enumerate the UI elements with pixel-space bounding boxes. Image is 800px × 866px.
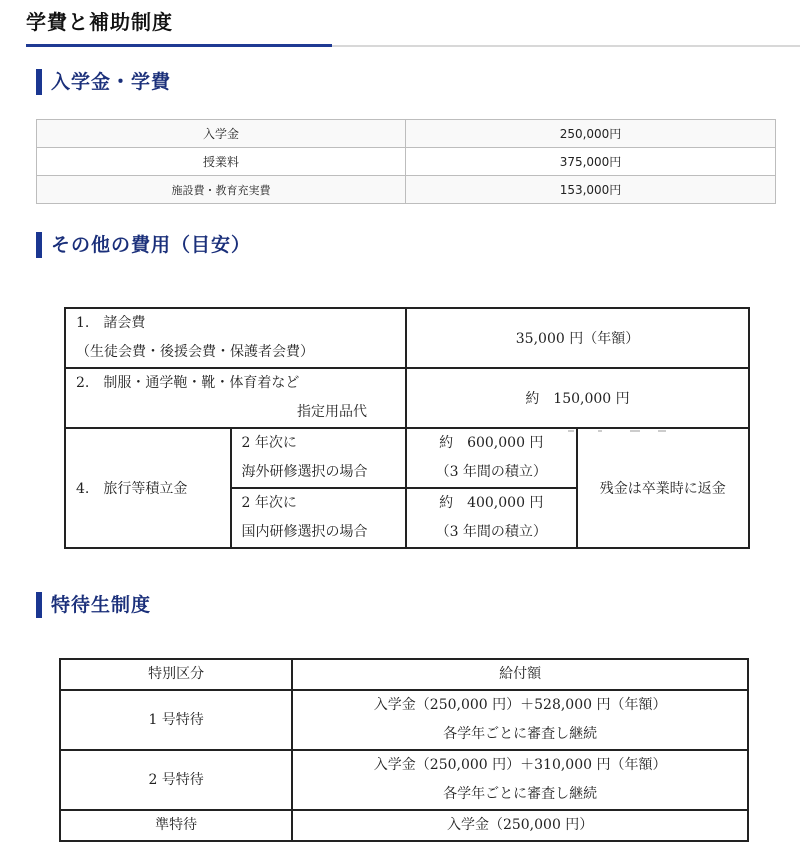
table-row — [60, 750, 748, 810]
tuition-table — [36, 119, 776, 204]
table-cell-label: 授業料 — [37, 148, 406, 176]
table-cell-benefit: 入学金（250,000 円） — [292, 810, 748, 841]
table-cell-category: 2 号特待 — [60, 750, 292, 810]
title-underline-accent — [26, 44, 332, 47]
table-cell-label: 施設費・教育充実費 — [37, 176, 406, 204]
table-row — [37, 148, 776, 176]
scan-artifact — [568, 430, 668, 433]
table-cell-value: 375,000円 — [406, 148, 776, 176]
table-cell-label — [65, 368, 406, 428]
table-cell-value: 153,000円 — [406, 176, 776, 204]
table-cell-value: 35,000 円（年額） — [406, 308, 749, 368]
condition-line: 2 年次に — [241, 495, 297, 511]
amount-note: （3 年間の積立） — [435, 464, 547, 480]
table-row — [37, 176, 776, 204]
fee-label-line: 指定用品代 — [296, 404, 367, 420]
table-cell-condition — [231, 488, 406, 548]
table-cell-condition — [231, 428, 406, 488]
condition-line: 2 年次に — [241, 435, 297, 451]
table-cell-benefit — [292, 690, 748, 750]
table-cell-value: 約 150,000 円 — [406, 368, 749, 428]
table-row — [37, 120, 776, 148]
table-row — [65, 368, 749, 428]
column-header: 給付額 — [292, 659, 748, 690]
page-title: 学費と補助制度 — [26, 10, 173, 34]
condition-line: 海外研修選択の場合 — [241, 464, 368, 480]
table-cell-remark: 残金は卒業時に返金 — [577, 428, 749, 548]
table-cell-category: 準特待 — [60, 810, 292, 841]
section-heading-other-fees: その他の費用（目安） — [36, 232, 251, 258]
other-fees-table — [64, 307, 750, 549]
condition-line: 国内研修選択の場合 — [241, 524, 368, 540]
fee-label-line: （生徒会費・後援会費・保護者会費） — [76, 344, 314, 360]
scholarship-table — [59, 658, 749, 842]
table-header-row — [60, 659, 748, 690]
fee-label-line: 2. 制服・通学鞄・靴・体育着など — [76, 375, 300, 391]
table-row — [65, 428, 749, 488]
table-row — [60, 690, 748, 750]
table-cell-label: 4. 旅行等積立金 — [65, 428, 231, 548]
table-cell-label — [65, 308, 406, 368]
amount-line: 約 600,000 円 — [439, 435, 544, 451]
section-heading-tuition: 入学金・学費 — [36, 69, 171, 95]
amount-line: 約 400,000 円 — [439, 495, 544, 511]
benefit-line: 各学年ごとに審査し継続 — [443, 786, 598, 802]
benefit-line: 入学金（250,000 円）＋310,000 円（年額） — [373, 757, 667, 773]
column-header: 特別区分 — [60, 659, 292, 690]
table-row — [65, 308, 749, 368]
section-heading-scholarship: 特待生制度 — [36, 592, 151, 618]
table-cell-benefit — [292, 750, 748, 810]
benefit-line: 入学金（250,000 円）＋528,000 円（年額） — [373, 697, 667, 713]
table-cell-category: 1 号特待 — [60, 690, 292, 750]
table-cell-amount — [406, 488, 577, 548]
table-cell-label: 入学金 — [37, 120, 406, 148]
table-cell-amount — [406, 428, 577, 488]
fee-label-line: 1. 諸会費 — [76, 315, 146, 331]
benefit-line: 各学年ごとに審査し継続 — [443, 726, 598, 742]
table-row — [60, 810, 748, 841]
table-cell-value: 250,000円 — [406, 120, 776, 148]
amount-note: （3 年間の積立） — [435, 524, 547, 540]
